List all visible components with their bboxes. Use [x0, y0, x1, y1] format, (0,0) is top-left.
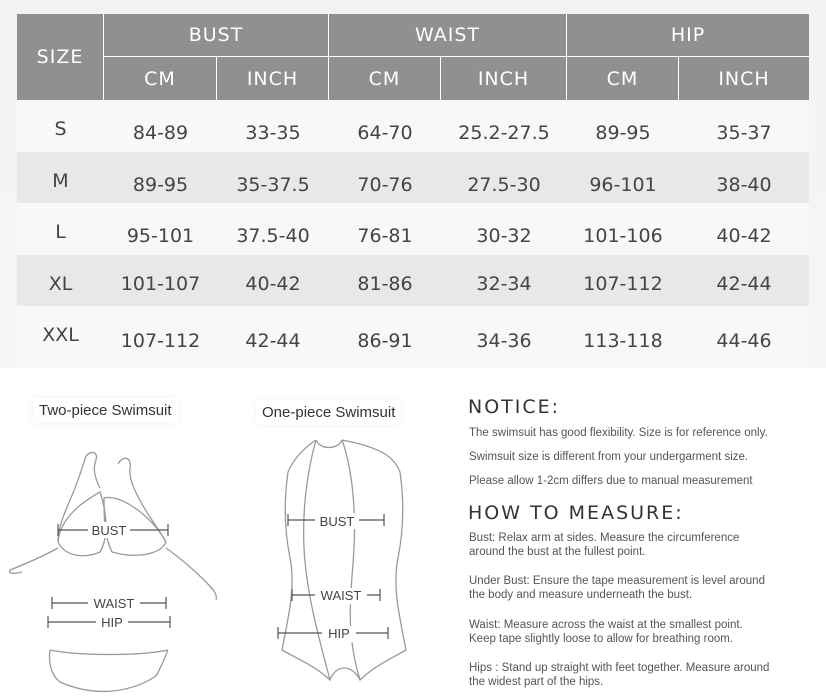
bikini-illustration: [0, 428, 240, 700]
measure-item-bust: [469, 531, 814, 559]
value-cell: 107-112: [104, 306, 217, 368]
bust-header: BUST: [104, 14, 329, 57]
table-row: [17, 152, 809, 203]
unit-header: INCH: [441, 57, 567, 100]
notice-line: Swimsuit size is different from your undergarment size.: [469, 451, 749, 463]
measure-line: Hips : Stand up straight with feet together. Measure around: [469, 662, 770, 674]
table-row: [17, 203, 809, 255]
unit-header: INCH: [217, 57, 329, 100]
measure-guide: [0, 368, 826, 700]
size-header: SIZE: [17, 14, 104, 100]
notice-heading: NOTICE:: [468, 396, 561, 418]
size-cell: XXL: [17, 306, 104, 368]
measure-line: the widest part of the hips.: [469, 676, 604, 688]
table-row: [17, 100, 809, 152]
unit-header: INCH: [679, 57, 809, 100]
value-cell: 113-118: [567, 306, 679, 368]
measure-line: Keep tape slightly loose to allow for breathing room.: [469, 633, 734, 645]
value-cell: 89-95: [567, 100, 679, 152]
size-cell: XL: [17, 255, 104, 306]
measure-line: Waist: Measure across the waist at the smallest point.: [469, 619, 743, 631]
value-cell: 33-35: [217, 100, 329, 152]
notice-line: Please allow 1-2cm differs due to manual measurement: [469, 475, 753, 487]
value-cell: 34-36: [441, 306, 567, 368]
value-cell: 44-46: [679, 306, 809, 368]
bottom-icon: [49, 650, 168, 691]
value-cell: 35-37: [679, 100, 809, 152]
hip-label: HIP: [328, 626, 350, 641]
value-cell: 37.5-40: [217, 203, 329, 255]
two-piece-title: Two-piece Swimsuit: [33, 398, 178, 423]
measure-line: around the bust at the fullest point.: [469, 546, 646, 558]
value-cell: 42-44: [217, 306, 329, 368]
measure-line: Bust: Relax arm at sides. Measure the circumference: [469, 532, 740, 544]
bust-label: BUST: [319, 514, 355, 529]
measure-line: Under Bust: Ensure the tape measurement is level around: [469, 575, 765, 587]
size-cell: M: [17, 152, 104, 203]
value-cell: 25.2-27.5: [441, 100, 567, 152]
unit-header: CM: [329, 57, 441, 100]
strap-left-icon: [58, 456, 86, 542]
value-cell: 35-37.5: [217, 152, 329, 203]
value-cell: 32-34: [441, 255, 567, 306]
size-table: [17, 14, 809, 368]
hip-header: HIP: [567, 14, 809, 57]
value-cell: 27.5-30: [441, 152, 567, 203]
value-cell: 89-95: [104, 152, 217, 203]
size-chart: [0, 14, 826, 368]
one-piece-illustration: [260, 428, 430, 700]
value-cell: 84-89: [104, 100, 217, 152]
value-cell: 86-91: [329, 306, 441, 368]
value-cell: 76-81: [329, 203, 441, 255]
value-cell: 101-107: [104, 255, 217, 306]
value-cell: 81-86: [329, 255, 441, 306]
value-cell: 30-32: [441, 203, 567, 255]
value-cell: 95-101: [104, 203, 217, 255]
unit-header: CM: [104, 57, 217, 100]
hip-label: HIP: [101, 615, 123, 630]
size-cell: L: [17, 203, 104, 255]
value-cell: 42-44: [679, 255, 809, 306]
value-cell: 38-40: [679, 152, 809, 203]
measure-line: the body and measure underneath the bust.: [469, 589, 693, 601]
how-to-heading: HOW TO MEASURE:: [468, 502, 684, 524]
waist-label: WAIST: [93, 596, 135, 611]
value-cell: 70-76: [329, 152, 441, 203]
value-cell: 107-112: [567, 255, 679, 306]
waist-label: WAIST: [320, 588, 362, 603]
top-strip: [0, 0, 826, 14]
notice-line: The swimsuit has good flexibility. Size is for reference only.: [469, 427, 768, 439]
measure-item-hips: [469, 661, 814, 689]
value-cell: 101-106: [567, 203, 679, 255]
table-row: [17, 255, 809, 306]
table-row: [17, 306, 809, 368]
size-cell: S: [17, 100, 104, 152]
neckline-icon: [316, 440, 342, 448]
measure-item-waist: [469, 618, 814, 646]
unit-header: CM: [567, 57, 679, 100]
value-cell: 96-101: [567, 152, 679, 203]
measure-item-underbust: [469, 574, 814, 602]
value-cell: 64-70: [329, 100, 441, 152]
body-outline-icon: [282, 440, 406, 680]
one-piece-title: One-piece Swimsuit: [256, 400, 401, 425]
value-cell: 40-42: [217, 255, 329, 306]
bust-label: BUST: [91, 523, 127, 538]
value-cell: 40-42: [679, 203, 809, 255]
waist-header: WAIST: [329, 14, 567, 57]
